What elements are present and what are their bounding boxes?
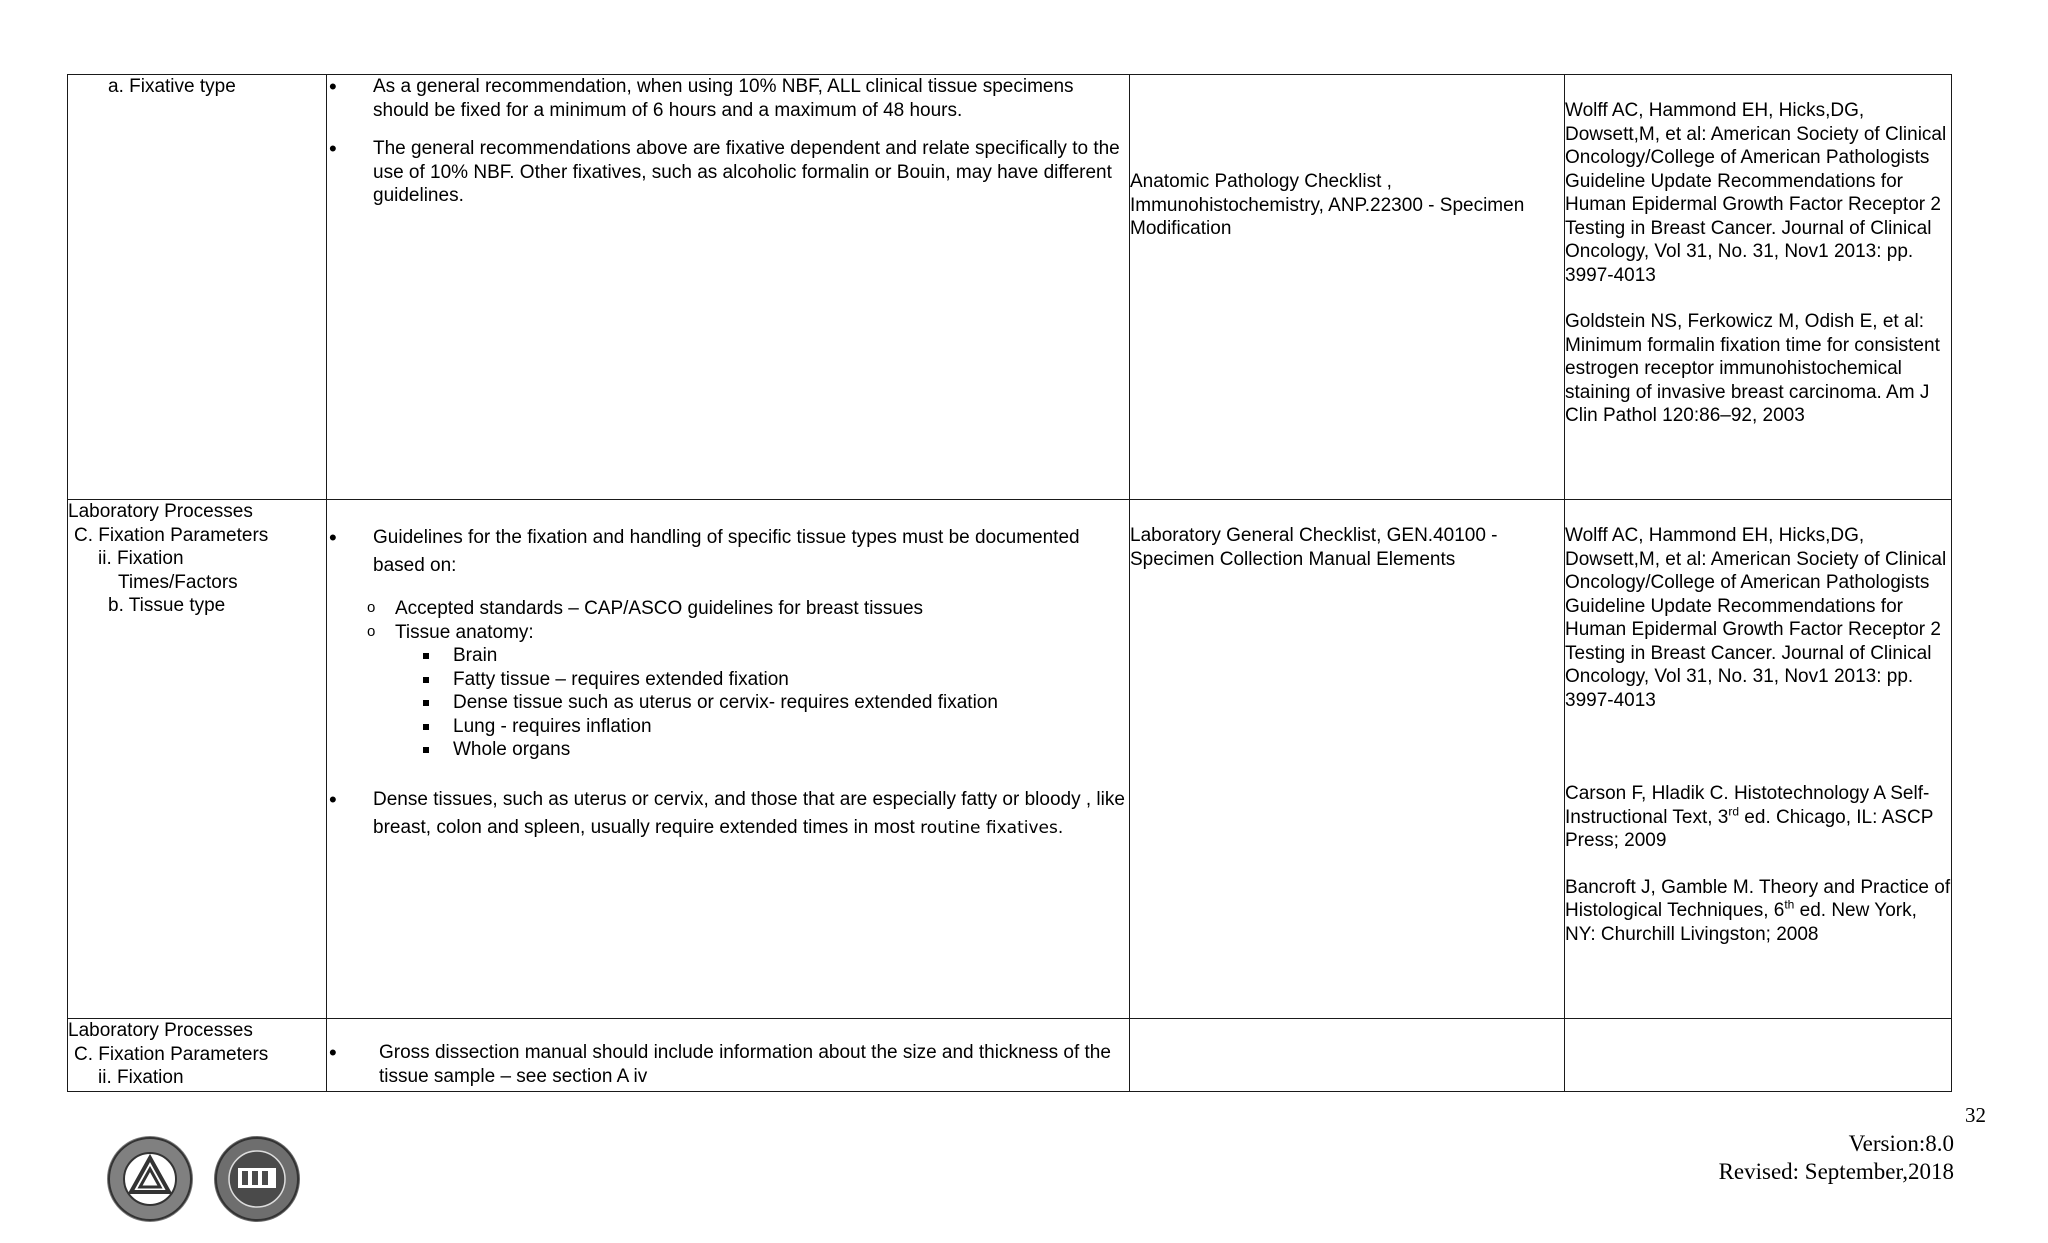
bullet-item: • As a general recommendation, when using 10% NBF, ALL clinical tissue specimens should be fixed for a minimum of 6 hours and a maximum of 48 hours.	[327, 75, 1129, 122]
checklist-cell	[1130, 75, 1565, 500]
references-cell	[1565, 75, 1952, 500]
version-label: Version:8.0	[1848, 1131, 1954, 1156]
section-cell	[68, 1019, 327, 1092]
bullet-item	[327, 786, 1129, 842]
section-subheading: ii. Fixation	[98, 1067, 184, 1088]
references-cell	[1565, 1019, 1952, 1092]
citation: Carson F, Hladik C. Histotechnology A Self- Instructional Text, 3rd ed. Chicago, IL: ASCP Press; 2009	[1565, 783, 1934, 851]
section-heading: Laboratory Processes	[68, 1020, 253, 1041]
sub-sub-bullet-item: Lung - requires inflation	[327, 715, 1129, 739]
checklist-reference: Anatomic Pathology Checklist , Immunohistochemistry, ANP.22300 - Specimen Modification	[1130, 171, 1525, 239]
sub-bullet-item: o Tissue anatomy:	[327, 621, 1129, 645]
citation: Wolff AC, Hammond EH, Hicks,DG, Dowsett,M, et al: American Society of Clinical Oncology/College of American Pathologists Guideline Update Recommendations for Human Epidermal Growth Factor Receptor 2 Testing in Breast Cancer. Journal of Clinical Oncology, Vol 31, No. 31, Nov1 2013: pp. 3997-4013	[1565, 525, 1947, 711]
table-row	[68, 1019, 1952, 1092]
citation: Bancroft J, Gamble M. Theory and Practice of Histological Techniques, 6th ed. New York, NY: Churchill Livingston; 2008	[1565, 876, 1951, 945]
section-subheading: b. Tissue type	[108, 595, 226, 616]
table-row	[68, 500, 1952, 1019]
description-cell	[327, 1019, 1130, 1092]
bullet-item: • Guidelines for the fixation and handling of specific tissue types must be documented based on:	[327, 524, 1129, 580]
revised-label: Revised: September,2018	[1718, 1159, 1954, 1184]
checklist-cell	[1130, 500, 1565, 1019]
sub-sub-bullet-item: Fatty tissue – requires extended fixation	[327, 668, 1129, 692]
section-cell	[68, 75, 327, 500]
sub-bullet-item: o Accepted standards – CAP/ASCO guidelines for breast tissues	[327, 597, 1129, 621]
references-cell	[1565, 500, 1952, 1019]
section-heading: a. Fixative type	[108, 76, 236, 97]
guideline-table	[67, 74, 1952, 1092]
citation: Wolff AC, Hammond EH, Hicks,DG, Dowsett,M, et al: American Society of Clinical Oncology/College of American Pathologists Guideline Update Recommendations for Human Epidermal Growth Factor Receptor 2 Testing in Breast Cancer. Journal of Clinical Oncology, Vol 31, No. 31, Nov1 2013: pp. 3997-4013	[1565, 100, 1947, 286]
bullet-item: • Gross dissection manual should include information about the size and thickness of the tissue sample – see section A iv	[327, 1041, 1129, 1088]
description-cell	[327, 500, 1130, 1019]
section-subheading: ii. Fixation	[98, 548, 184, 569]
table-row	[68, 75, 1952, 500]
nsh-logo	[214, 1136, 300, 1222]
checklist-cell	[1130, 1019, 1565, 1092]
section-cell	[68, 500, 327, 1019]
bullet-text: routine fixatives.	[920, 817, 1064, 838]
section-subheading: C. Fixation Parameters	[74, 524, 269, 546]
bullet-text: Dense tissues, such as uterus or cervix, and those that are especially fatty or bloody , like breast, colon and spleen, usually require extended times in most	[373, 788, 1125, 838]
sub-sub-bullet-item: Whole organs	[327, 738, 1129, 762]
section-subheading: Times/Factors	[118, 571, 238, 593]
citation: Goldstein NS, Ferkowicz M, Odish E, et al: Minimum formalin fixation time for consistent estrogen receptor immunohistochemical staining of invasive breast carcinoma. Am J Clin Pathol 120:86–92, 2003	[1565, 311, 1940, 426]
cap-logo	[107, 1136, 193, 1222]
section-heading: Laboratory Processes	[68, 501, 253, 522]
page-number: 32	[1965, 1103, 1986, 1127]
section-subheading: C. Fixation Parameters	[74, 1043, 269, 1065]
bullet-item: • The general recommendations above are fixative dependent and relate specifically to the use of 10% NBF. Other fixatives, such as alcoholic formalin or Bouin, may have different guidelines.	[327, 137, 1129, 208]
sub-sub-bullet-item: Dense tissue such as uterus or cervix- requires extended fixation	[327, 691, 1129, 715]
sub-sub-bullet-item: Brain	[327, 644, 1129, 668]
checklist-reference: Laboratory General Checklist, GEN.40100 - Specimen Collection Manual Elements	[1130, 525, 1498, 570]
version-footer	[1719, 1130, 1954, 1186]
description-cell	[327, 75, 1130, 500]
